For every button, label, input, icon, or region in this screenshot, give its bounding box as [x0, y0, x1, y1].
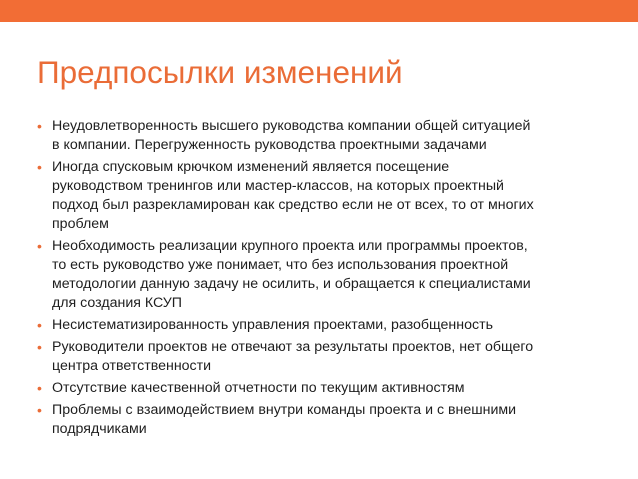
- bullet-text-line: подрядчиками: [52, 420, 147, 437]
- bullet-marker: •: [37, 338, 42, 355]
- bullet-text-line: проблем: [52, 215, 109, 232]
- bullet-text-line: Иногда спусковым крючком изменений является посещение: [52, 159, 450, 175]
- bullet-text-line: подход был разрекламирован как средство если не от всех, то от многих: [52, 196, 534, 213]
- top-accent-bar: [0, 0, 638, 22]
- bullet-list: [37, 117, 607, 442]
- bullet-text-line: центра ответственности: [52, 357, 212, 374]
- bullet-marker: •: [37, 379, 42, 396]
- bullet-item: [37, 158, 607, 234]
- bullet-marker: •: [37, 401, 42, 418]
- bullet-text-line: Проблемы с взаимодействием внутри команды проекта и с внешними: [52, 401, 517, 418]
- bullet-text-line: то есть руководство уже понимает, что без использования проектной: [52, 256, 509, 273]
- bullet-text-line: Неудовлетворенность высшего руководства компании общей ситуацией: [52, 118, 531, 134]
- bullet-text-line: руководством тренингов или мастер-классов, на которых проектный: [52, 177, 504, 194]
- bullet-marker: •: [37, 159, 42, 175]
- bullet-text-line: для создания КСУП: [52, 294, 183, 311]
- bullet-text-line: методологии данную задачу не осилить, и обращается к специалистами: [52, 275, 531, 292]
- bullet-text-line: Несистематизированность управления проектами, разобщенность: [52, 316, 493, 333]
- bullet-item: [37, 237, 607, 313]
- bullet-text-line: Необходимость реализации крупного проекта или программы проектов,: [52, 237, 528, 254]
- bullet-item: [37, 338, 607, 376]
- bullet-marker: •: [37, 118, 42, 134]
- slide-title: Предпосылки изменений: [37, 54, 403, 90]
- bullet-marker: •: [37, 316, 42, 333]
- bullet-text-line: Руководители проектов не отвечают за результаты проектов, нет общего: [52, 338, 534, 355]
- bullet-marker: •: [37, 237, 42, 254]
- bullet-item: [37, 401, 607, 439]
- bullet-text-line: в компании. Перегруженность руководства проектными задачами: [52, 136, 487, 153]
- bullet-item: [37, 316, 607, 335]
- bullet-text-line: Отсутствие качественной отчетности по текущим активностям: [52, 379, 465, 396]
- bullet-item: [37, 379, 607, 398]
- bullet-item: [37, 117, 607, 155]
